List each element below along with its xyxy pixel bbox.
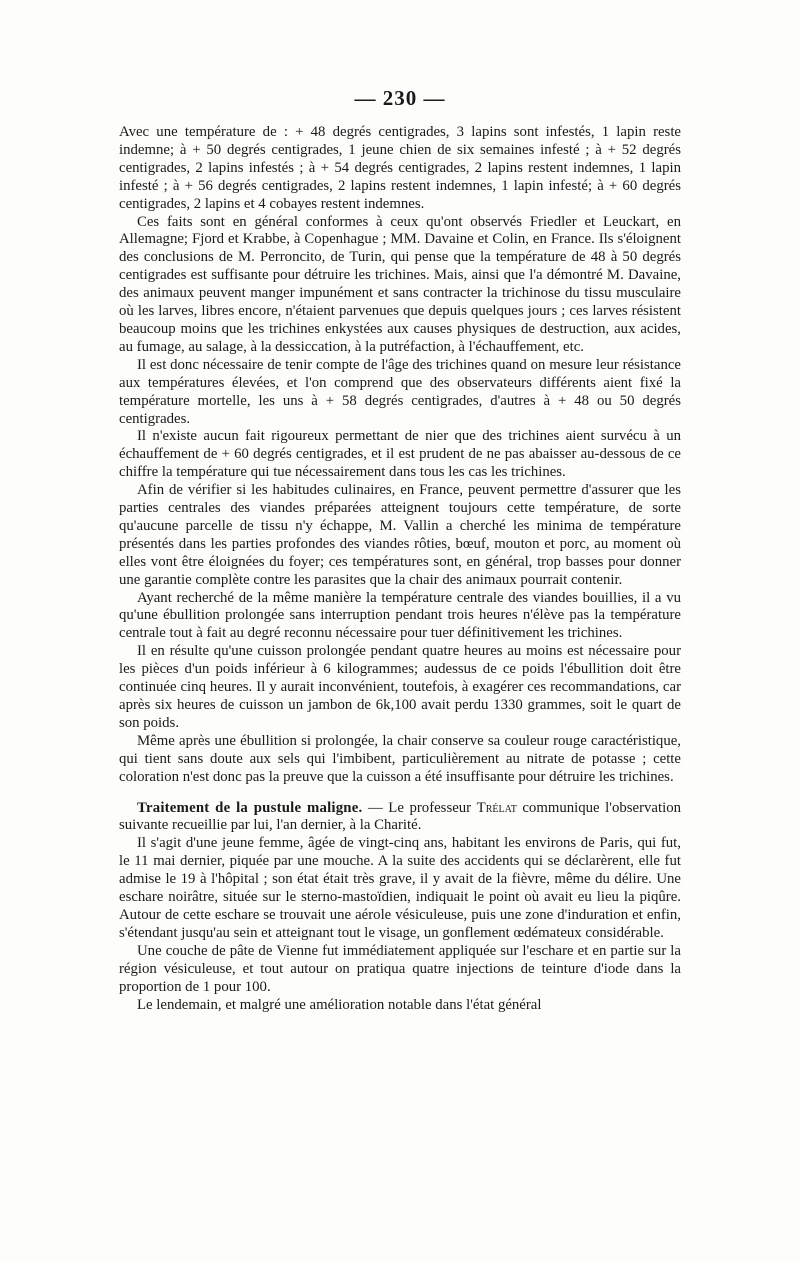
paragraph: Ces faits sont en général conformes à ceux qu'ont observés Friedler et Leuckart, en Allemagne; Fjord et Krabbe, à Copenhague ; MM. Davaine et Colin, en France. Ils s'éloignent des conclusions de M. Perroncito, de Turin, qui pense que la température de 48 à 50 degrés centigrades est suffisante pour détruire les trichines. Mais, ainsi que l'a démontré M. Davaine, des animaux peuvent manger impunément et sans contracter la trichinose du tissu musculaire où les larves, libres encore, n'étaient parvenues que depuis quelques jours ; ces larves résistent beaucoup moins que les trichines enkystées aux causes physiques de destruction, aux acides, au fumage, au salage, à la dessiccation, à la putréfaction, à l'échauffement, etc.: [119, 213, 681, 355]
paragraph: Afin de vérifier si les habitudes culinaires, en France, peuvent permettre d'assurer que les parties centrales des viandes préparées atteignent toujours cette température, de sorte qu'aucune parcelle de tissu n'y échappe, M. Vallin a cherché les minima de température présentés dans les parties profondes des viandes rôties, bœuf, mouton et porc, au moment où elles vont être éloignées du foyer; ces températures sont, en général, trop basses pour donner une garantie complète contre les parasites que la chair des animaux pourrait contenir.: [119, 482, 681, 588]
paragraph: Il est donc nécessaire de tenir compte de l'âge des trichines quand on mesure leur résistance aux températures élevées, et l'on comprend que des observateurs différents aient fixé la température mortelle, les uns à + 58 degrés centigrades, d'autres à + 48 ou 50 degrés centigrades.: [119, 356, 681, 427]
author-name: Trélat: [476, 799, 517, 816]
paragraph: Avec une température de : + 48 degrés centigrades, 3 lapins sont infestés, 1 lapin reste indemne; à + 50 degrés centigrades, 1 jeune chien de six semaines infesté ; à + 52 degrés centigrades, 2 lapins infestés ; à + 54 degrés centigrades, 2 lapins restent indemnes, 1 lapin infesté ; à + 56 degrés centigrades, 2 lapins restent indemnes, 1 lapin infesté; à + 60 degrés centigrades, 2 lapins et 4 cobayes restent indemnes.: [119, 124, 681, 212]
page-number: — 230 —: [354, 86, 446, 110]
section-heading-text: communique l'observation suivante recueillie par lui, l'an dernier, à la Charité.: [119, 799, 681, 834]
paragraph: Ayant recherché de la même manière la température centrale des viandes bouillies, il a vu qu'une ébullition prolongée sans interruption pendant trois heures n'élève pas la température centrale tout à fait au degré reconnu nécessaire pour tuer définitivement les trichines.: [119, 589, 681, 642]
section-heading: Traitement de la pustule maligne.: [137, 799, 363, 816]
section-intro: [119, 800, 681, 836]
paragraph: Il s'agit d'une jeune femme, âgée de vingt-cinq ans, habitant les environs de Paris, qui fut, le 11 mai dernier, piquée par une mouche. A la suite des accidents qui se déclarèrent, elle fut admise le 19 à l'hôpital ; son état était très grave, il y avait de la fièvre, même du délire. Une eschare noirâtre, située sur le sterno-mastoïdien, indiquait le point où avait eu lieu la piqûre. Autour de cette eschare se trouvait une aérole vésiculeuse, puis une zone d'induration et enfin, s'étendant jusqu'au sein et atteignant tout le visage, un gonflement œdémateux considérable.: [119, 835, 681, 941]
paragraph: Même après une ébullition si prolongée, la chair conserve sa couleur rouge caractéristique, qui tient sans doute aux sels qui l'imbibent, particulièrement au nitrate de potasse ; cette coloration n'est donc pas la preuve que la cuisson a été insuffisante pour détruire les trichines.: [119, 732, 681, 785]
paragraph: Il en résulte qu'une cuisson prolongée pendant quatre heures au moins est nécessaire pour les pièces d'un poids inférieur à 6 kilogrammes; audessus de ce poids l'ébullition doit être continuée cinq heures. Il y aurait inconvénient, toutefois, à exagérer ces recommandations, car après six heures de cuisson un jambon de 6k,100 avait perdu 1330 grammes, soit le quart de son poids.: [119, 643, 681, 731]
paragraph: Le lendemain, et malgré une amélioration notable dans l'état général: [137, 996, 542, 1013]
body-text: [119, 124, 681, 1014]
section-heading-text: — Le professeur: [362, 799, 477, 816]
paragraph: Il n'existe aucun fait rigoureux permettant de nier que des trichines aient survécu à un échauffement de + 60 degrés centigrades, et il est prudent de ne pas abaisser au-dessous de ce chiffre la température qui tue nécessairement dans tous les cas les trichines.: [119, 428, 681, 481]
paragraph: Une couche de pâte de Vienne fut immédiatement appliquée sur l'eschare et en partie sur la région vésiculeuse, et tout autour on pratiqua quatre injections de teinture d'iode dans la proportion de 1 pour 100.: [119, 942, 681, 995]
